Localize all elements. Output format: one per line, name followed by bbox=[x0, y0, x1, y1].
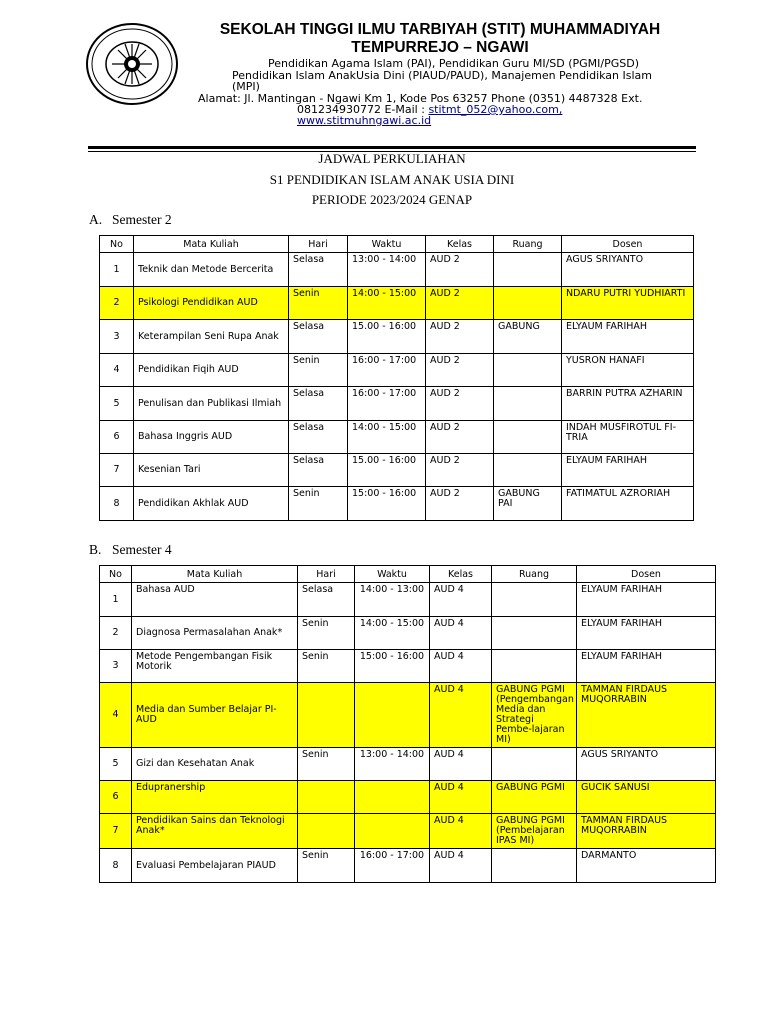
cell-mata-kuliah: Bahasa Inggris AUD bbox=[134, 421, 289, 454]
cell-ruang: GABUNG PGMI (Pengembangan Media dan Strategi Pembe-lajaran MI) bbox=[492, 683, 577, 748]
programs-line-1: Pendidikan Agama Islam (PAI), Pendidikan Guru MI/SD (PGMI/PGSD) bbox=[268, 57, 640, 70]
cell-ruang: GABUNG bbox=[494, 320, 562, 354]
cell-mata-kuliah: Evaluasi Pembelajaran PIAUD bbox=[132, 849, 298, 883]
header-divider-thick bbox=[88, 146, 696, 149]
cell-mata-kuliah: Pendidikan Akhlak AUD bbox=[134, 487, 289, 521]
cell-hari: Senin bbox=[289, 354, 348, 387]
cell-mata-kuliah: Pendidikan Fiqih AUD bbox=[134, 354, 289, 387]
programs-line-2: Pendidikan Islam AnakUsia Dini (PIAUD/PAUD), Manajemen Pendidikan Islam bbox=[232, 69, 652, 82]
cell-no: 4 bbox=[100, 683, 132, 748]
cell-waktu: 14:00 - 15:00 bbox=[348, 287, 426, 320]
table-row bbox=[100, 849, 716, 883]
cell-waktu: 13:00 - 14:00 bbox=[348, 253, 426, 287]
cell-kelas: AUD 2 bbox=[426, 320, 494, 354]
cell-mata-kuliah: Bahasa AUD bbox=[132, 583, 298, 617]
section-title: Semester 4 bbox=[112, 542, 172, 557]
table-row bbox=[100, 387, 694, 421]
cell-dosen: ELYAUM FARIHAH bbox=[562, 454, 694, 487]
cell-waktu: 15:00 - 16:00 bbox=[348, 487, 426, 521]
cell-mata-kuliah: Penulisan dan Publikasi Ilmiah bbox=[134, 387, 289, 421]
cell-ruang bbox=[494, 253, 562, 287]
cell-kelas: AUD 2 bbox=[426, 454, 494, 487]
cell-dosen: FATIMATUL AZRORIAH bbox=[562, 487, 694, 521]
section-letter: A. bbox=[89, 212, 103, 227]
semester-2-table bbox=[99, 235, 694, 521]
cell-ruang: GABUNG PAI bbox=[494, 487, 562, 521]
column-header-mata-kuliah: Mata Kuliah bbox=[132, 566, 298, 583]
section-title: Semester 2 bbox=[112, 212, 172, 227]
cell-mata-kuliah: Metode Pengembangan Fisik Motorik bbox=[132, 650, 298, 683]
cell-dosen: ELYAUM FARIHAH bbox=[577, 650, 716, 683]
cell-dosen: ELYAUM FARIHAH bbox=[577, 617, 716, 650]
cell-ruang bbox=[492, 748, 577, 781]
cell-waktu: 16:00 - 17:00 bbox=[348, 354, 426, 387]
cell-hari: Senin bbox=[298, 849, 355, 883]
cell-hari: Selasa bbox=[289, 421, 348, 454]
cell-no: 2 bbox=[100, 617, 132, 650]
cell-mata-kuliah: Diagnosa Permasalahan Anak* bbox=[132, 617, 298, 650]
column-header-ruang: Ruang bbox=[492, 566, 577, 583]
cell-mata-kuliah: Teknik dan Metode Bercerita bbox=[134, 253, 289, 287]
cell-dosen: NDARU PUTRI YUDHIARTI bbox=[562, 287, 694, 320]
column-header-dosen: Dosen bbox=[577, 566, 716, 583]
cell-waktu: 14:00 - 15:00 bbox=[348, 421, 426, 454]
table-row bbox=[100, 287, 694, 320]
cell-hari bbox=[298, 781, 355, 814]
programs-line-3: (MPI) bbox=[232, 80, 260, 93]
column-header-waktu: Waktu bbox=[355, 566, 430, 583]
table-row bbox=[100, 814, 716, 849]
cell-ruang bbox=[494, 454, 562, 487]
table-row bbox=[100, 617, 716, 650]
table-row bbox=[100, 421, 694, 454]
cell-mata-kuliah: Kesenian Tari bbox=[134, 454, 289, 487]
column-header-no: No bbox=[100, 236, 134, 253]
cell-hari: Selasa bbox=[289, 387, 348, 421]
cell-hari bbox=[298, 814, 355, 849]
college-logo bbox=[84, 22, 180, 106]
cell-no: 2 bbox=[100, 287, 134, 320]
cell-no: 5 bbox=[100, 748, 132, 781]
cell-waktu: 15.00 - 16:00 bbox=[348, 454, 426, 487]
table-row bbox=[100, 454, 694, 487]
cell-kelas: AUD 2 bbox=[426, 387, 494, 421]
cell-hari: Selasa bbox=[289, 320, 348, 354]
cell-no: 6 bbox=[100, 421, 134, 454]
table-row bbox=[100, 650, 716, 683]
cell-kelas: AUD 4 bbox=[430, 748, 492, 781]
cell-dosen: GUCIK SANUSI bbox=[577, 781, 716, 814]
cell-kelas: AUD 2 bbox=[426, 253, 494, 287]
cell-no: 4 bbox=[100, 354, 134, 387]
table-row bbox=[100, 683, 716, 748]
cell-kelas: AUD 2 bbox=[426, 354, 494, 387]
phone-email-label: 081234930772 E-Mail : bbox=[297, 103, 429, 116]
address-line: Alamat: Jl. Mantingan - Ngawi Km 1, Kode Pos 63257 Phone (0351) 4487328 Ext. bbox=[198, 92, 643, 105]
cell-no: 7 bbox=[100, 454, 134, 487]
cell-no: 3 bbox=[100, 320, 134, 354]
cell-dosen: TAMMAN FIRDAUS MUQORRABIN bbox=[577, 683, 716, 748]
cell-hari: Selasa bbox=[289, 454, 348, 487]
table-row bbox=[100, 583, 716, 617]
cell-waktu bbox=[355, 781, 430, 814]
cell-ruang: GABUNG PGMI bbox=[492, 781, 577, 814]
document-period: PERIODE 2023/2024 GENAP bbox=[311, 192, 473, 207]
college-title: SEKOLAH TINGGI ILMU TARBIYAH (STIT) MUHAMMADIYAH bbox=[219, 21, 661, 38]
column-header-no: No bbox=[100, 566, 132, 583]
cell-ruang bbox=[494, 287, 562, 320]
cell-ruang bbox=[494, 421, 562, 454]
cell-waktu bbox=[355, 683, 430, 748]
college-location: TEMPURREJO – NGAWI bbox=[351, 39, 529, 56]
table-row bbox=[100, 487, 694, 521]
cell-no: 1 bbox=[100, 253, 134, 287]
cell-mata-kuliah: Pendidikan Sains dan Teknologi Anak* bbox=[132, 814, 298, 849]
cell-mata-kuliah: Psikologi Pendidikan AUD bbox=[134, 287, 289, 320]
cell-waktu: 16:00 - 17:00 bbox=[348, 387, 426, 421]
cell-ruang bbox=[492, 617, 577, 650]
cell-hari: Selasa bbox=[289, 253, 348, 287]
table-row bbox=[100, 354, 694, 387]
cell-waktu: 15.00 - 16:00 bbox=[348, 320, 426, 354]
cell-dosen: TAMMAN FIRDAUS MUQORRABIN bbox=[577, 814, 716, 849]
cell-mata-kuliah: Media dan Sumber Belajar PI-AUD bbox=[132, 683, 298, 748]
cell-mata-kuliah: Keterampilan Seni Rupa Anak bbox=[134, 320, 289, 354]
cell-ruang bbox=[494, 387, 562, 421]
column-header-hari: Hari bbox=[298, 566, 355, 583]
cell-no: 8 bbox=[100, 487, 134, 521]
column-header-waktu: Waktu bbox=[348, 236, 426, 253]
cell-dosen: INDAH MUSFIROTUL FI-TRIA bbox=[562, 421, 694, 454]
cell-hari: Senin bbox=[289, 287, 348, 320]
cell-kelas: AUD 2 bbox=[426, 287, 494, 320]
cell-kelas: AUD 4 bbox=[430, 849, 492, 883]
semester-4-table bbox=[99, 565, 716, 883]
cell-dosen: BARRIN PUTRA AZHARIN bbox=[562, 387, 694, 421]
cell-no: 6 bbox=[100, 781, 132, 814]
cell-ruang bbox=[494, 354, 562, 387]
column-header-dosen: Dosen bbox=[562, 236, 694, 253]
cell-kelas: AUD 4 bbox=[430, 650, 492, 683]
document-title: JADWAL PERKULIAHAN bbox=[318, 151, 466, 166]
table-row bbox=[100, 253, 694, 287]
cell-no: 7 bbox=[100, 814, 132, 849]
table-row bbox=[100, 781, 716, 814]
cell-hari: Senin bbox=[298, 748, 355, 781]
cell-no: 3 bbox=[100, 650, 132, 683]
section-letter: B. bbox=[89, 542, 102, 557]
cell-hari: Selasa bbox=[298, 583, 355, 617]
section-heading-semester-4 bbox=[89, 542, 172, 558]
cell-no: 1 bbox=[100, 583, 132, 617]
cell-waktu: 13:00 - 14:00 bbox=[355, 748, 430, 781]
cell-kelas: AUD 4 bbox=[430, 617, 492, 650]
cell-dosen: YUSRON HANAFI bbox=[562, 354, 694, 387]
column-header-kelas: Kelas bbox=[430, 566, 492, 583]
cell-waktu: 14:00 - 13:00 bbox=[355, 583, 430, 617]
cell-kelas: AUD 4 bbox=[430, 583, 492, 617]
column-header-hari: Hari bbox=[289, 236, 348, 253]
cell-ruang bbox=[492, 583, 577, 617]
cell-waktu: 15:00 - 16:00 bbox=[355, 650, 430, 683]
cell-dosen: ELYAUM FARIHAH bbox=[562, 320, 694, 354]
cell-hari: Senin bbox=[298, 650, 355, 683]
cell-hari: Senin bbox=[289, 487, 348, 521]
cell-ruang bbox=[492, 650, 577, 683]
cell-no: 8 bbox=[100, 849, 132, 883]
cell-hari bbox=[298, 683, 355, 748]
cell-dosen: AGUS SRIYANTO bbox=[577, 748, 716, 781]
column-header-kelas: Kelas bbox=[426, 236, 494, 253]
cell-kelas: AUD 4 bbox=[430, 814, 492, 849]
cell-waktu bbox=[355, 814, 430, 849]
column-header-mata-kuliah: Mata Kuliah bbox=[134, 236, 289, 253]
cell-hari: Senin bbox=[298, 617, 355, 650]
cell-waktu: 14:00 - 15:00 bbox=[355, 617, 430, 650]
cell-kelas: AUD 4 bbox=[430, 781, 492, 814]
email-link[interactable]: stitmt_052@yahoo.com, bbox=[428, 103, 563, 116]
cell-dosen: ELYAUM FARIHAH bbox=[577, 583, 716, 617]
section-heading-semester-2 bbox=[89, 212, 172, 228]
cell-kelas: AUD 2 bbox=[426, 487, 494, 521]
cell-waktu: 16:00 - 17:00 bbox=[355, 849, 430, 883]
website-line bbox=[297, 114, 431, 127]
cell-no: 5 bbox=[100, 387, 134, 421]
cell-ruang: GABUNG PGMI (Pembelajaran IPAS MI) bbox=[492, 814, 577, 849]
column-header-ruang: Ruang bbox=[494, 236, 562, 253]
cell-mata-kuliah: Edupranership bbox=[132, 781, 298, 814]
cell-dosen: AGUS SRIYANTO bbox=[562, 253, 694, 287]
table-row bbox=[100, 320, 694, 354]
cell-ruang bbox=[492, 849, 577, 883]
table-row bbox=[100, 748, 716, 781]
document-program: S1 PENDIDIKAN ISLAM ANAK USIA DINI bbox=[269, 172, 515, 187]
cell-dosen: DARMANTO bbox=[577, 849, 716, 883]
website-link[interactable]: www.stitmuhngawi.ac.id bbox=[297, 114, 432, 127]
cell-kelas: AUD 2 bbox=[426, 421, 494, 454]
cell-kelas: AUD 4 bbox=[430, 683, 492, 748]
cell-mata-kuliah: Gizi dan Kesehatan Anak bbox=[132, 748, 298, 781]
